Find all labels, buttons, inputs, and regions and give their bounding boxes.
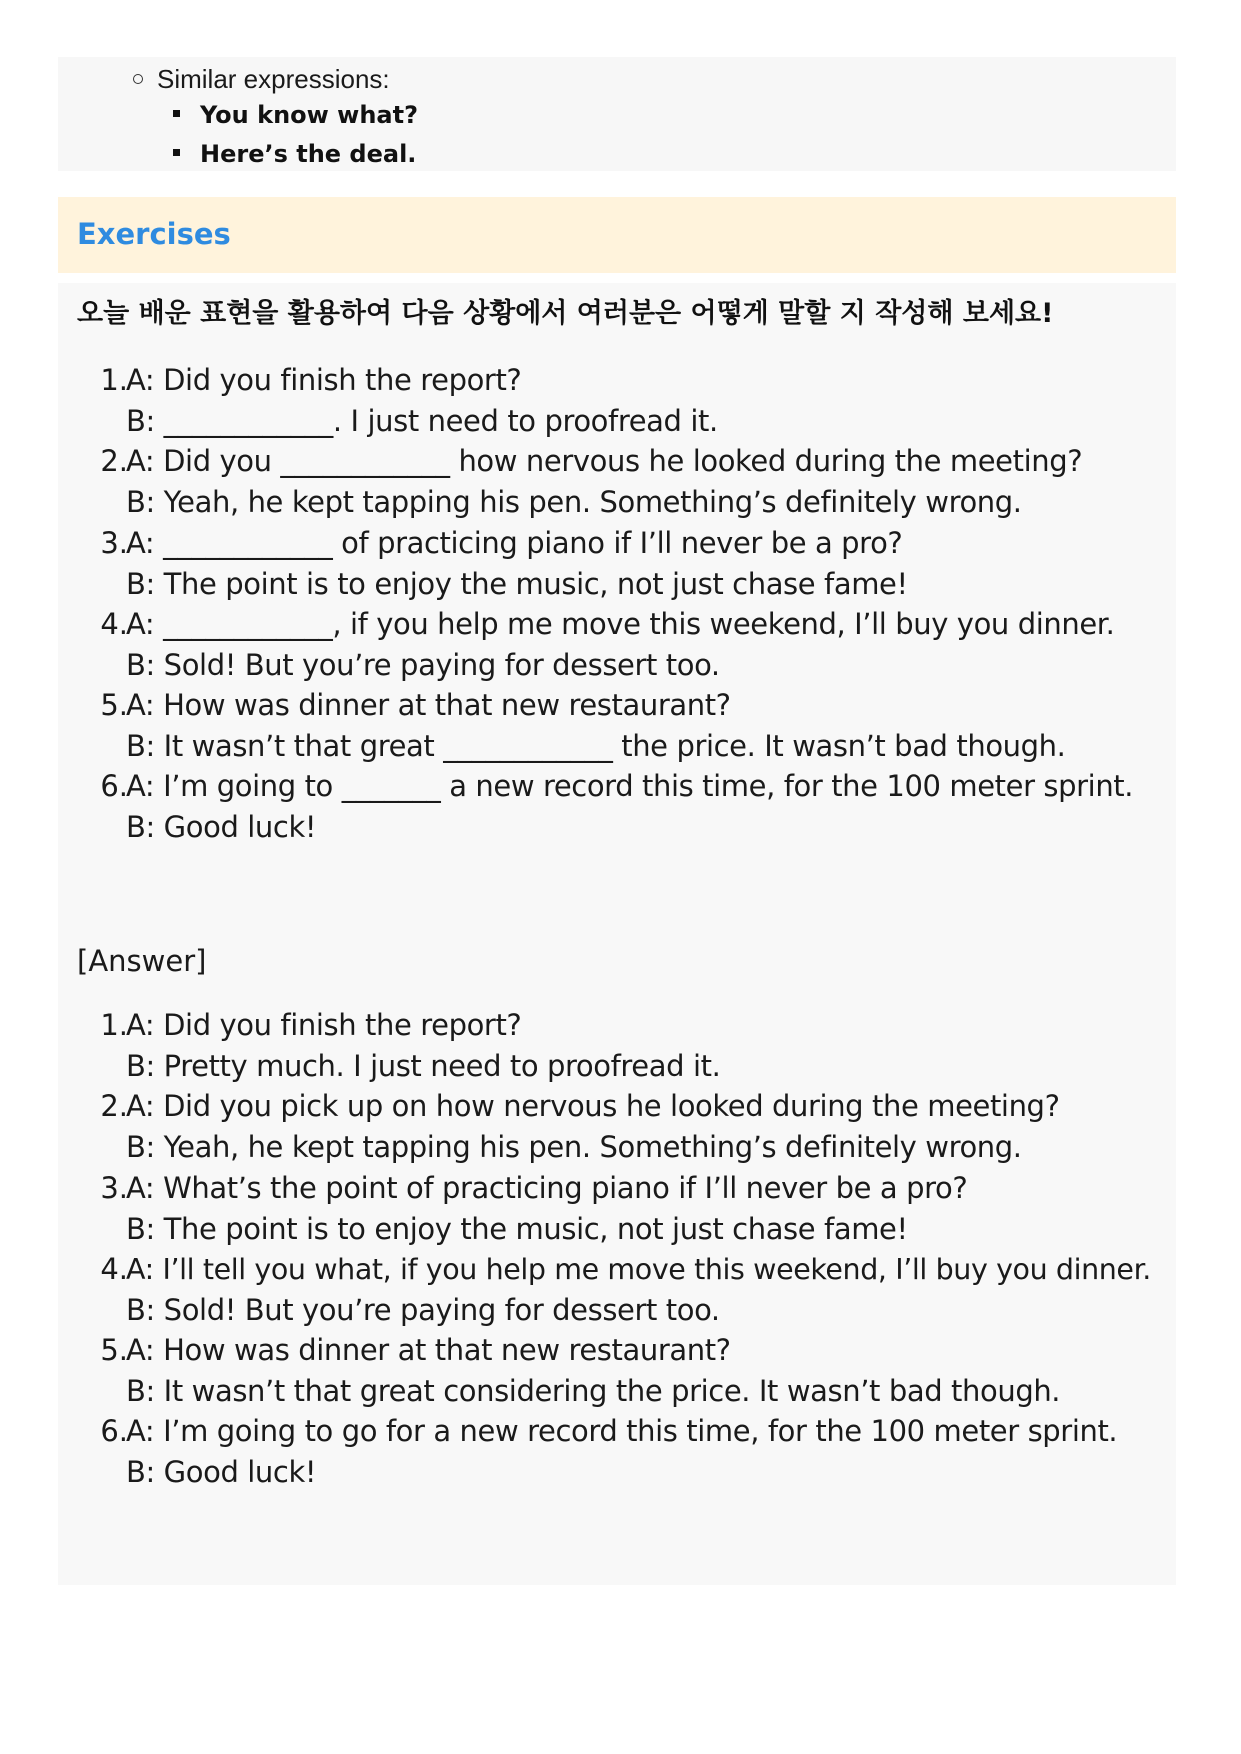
- answer-line-b: B: Good luck!: [126, 1455, 317, 1489]
- answer-line-b: B: Sold! But you’re paying for dessert too.: [126, 1293, 720, 1327]
- question-line-b: B: ____________. I just need to proofread it.: [126, 404, 718, 438]
- answer-number: 6.: [100, 1414, 128, 1448]
- example-expression-text: You know what?: [200, 101, 419, 129]
- square-bullet-icon: [173, 149, 180, 156]
- answer-line-a: A: Did you finish the report?: [126, 1008, 522, 1042]
- question-number: 3.: [100, 526, 128, 560]
- question-item: [58, 441, 1176, 523]
- example-expression: [173, 139, 416, 169]
- answer-label: [Answer]: [77, 944, 207, 978]
- exercises-title: Exercises: [77, 217, 231, 251]
- answer-line-a: A: Did you pick up on how nervous he looked during the meeting?: [126, 1089, 1060, 1123]
- hollow-circle-bullet-icon: [133, 74, 143, 84]
- question-line-a: A: I’m going to _______ a new record this time, for the 100 meter sprint.: [126, 769, 1134, 803]
- question-number: 5.: [100, 688, 128, 722]
- answer-line-b: B: It wasn’t that great considering the price. It wasn’t bad though.: [126, 1374, 1061, 1408]
- question-item: [58, 360, 1176, 442]
- question-line-b: B: Good luck!: [126, 810, 317, 844]
- answer-line-b: B: The point is to enjoy the music, not just chase fame!: [126, 1212, 908, 1246]
- question-line-a: A: ____________, if you help me move this weekend, I’ll buy you dinner.: [126, 607, 1115, 641]
- question-number: 2.: [100, 444, 128, 478]
- question-line-a: A: ____________ of practicing piano if I’ll never be a pro?: [126, 526, 903, 560]
- question-number: 4.: [100, 607, 128, 641]
- answer-line-a: A: How was dinner at that new restaurant?: [126, 1333, 731, 1367]
- answer-item: [58, 1249, 1176, 1331]
- question-line-a: A: Did you ____________ how nervous he looked during the meeting?: [126, 444, 1083, 478]
- answer-number: 2.: [100, 1089, 128, 1123]
- answer-number: 3.: [100, 1171, 128, 1205]
- question-line-b: B: It wasn’t that great ____________ the price. It wasn’t bad though.: [126, 729, 1066, 763]
- question-line-b: B: Yeah, he kept tapping his pen. Something’s definitely wrong.: [126, 485, 1022, 519]
- example-expression-text: Here’s the deal.: [200, 140, 417, 168]
- question-item: [58, 523, 1176, 605]
- similar-expressions-label: Similar expressions:: [157, 64, 390, 94]
- example-expression: [173, 100, 418, 130]
- question-item: [58, 604, 1176, 686]
- question-line-a: A: Did you finish the report?: [126, 363, 522, 397]
- answer-line-a: A: I’m going to go for a new record this time, for the 100 meter sprint.: [126, 1414, 1118, 1448]
- question-number: 6.: [100, 769, 128, 803]
- answer-item: [58, 1411, 1176, 1493]
- answer-item: [58, 1005, 1176, 1087]
- question-item: [58, 685, 1176, 767]
- answer-line-a: A: What’s the point of practicing piano if I’ll never be a pro?: [126, 1171, 968, 1205]
- exercise-instruction: 오늘 배운 표현을 활용하여 다음 상황에서 여러분은 어떻게 말할 지 작성해 보세요!: [77, 298, 1054, 329]
- answer-line-a: A: I’ll tell you what, if you help me move this weekend, I’ll buy you dinner.: [126, 1253, 1151, 1286]
- answer-number: 5.: [100, 1333, 128, 1367]
- similar-expressions-item: [133, 64, 390, 94]
- answer-item: [58, 1086, 1176, 1168]
- exercises-header: [58, 197, 1176, 273]
- answer-line-b: B: Yeah, he kept tapping his pen. Something’s definitely wrong.: [126, 1130, 1022, 1164]
- question-number: 1.: [100, 363, 128, 397]
- question-line-a: A: How was dinner at that new restaurant?: [126, 688, 731, 722]
- answer-number: 4.: [100, 1252, 128, 1286]
- square-bullet-icon: [173, 110, 180, 117]
- question-line-b: B: Sold! But you’re paying for dessert too.: [126, 648, 720, 682]
- answer-number: 1.: [100, 1008, 128, 1042]
- answer-item: [58, 1168, 1176, 1250]
- question-item: [58, 766, 1176, 848]
- answer-item: [58, 1330, 1176, 1412]
- exercises-content: [58, 283, 1176, 1585]
- answer-line-b: B: Pretty much. I just need to proofread it.: [126, 1049, 721, 1083]
- question-line-b: B: The point is to enjoy the music, not just chase fame!: [126, 567, 908, 601]
